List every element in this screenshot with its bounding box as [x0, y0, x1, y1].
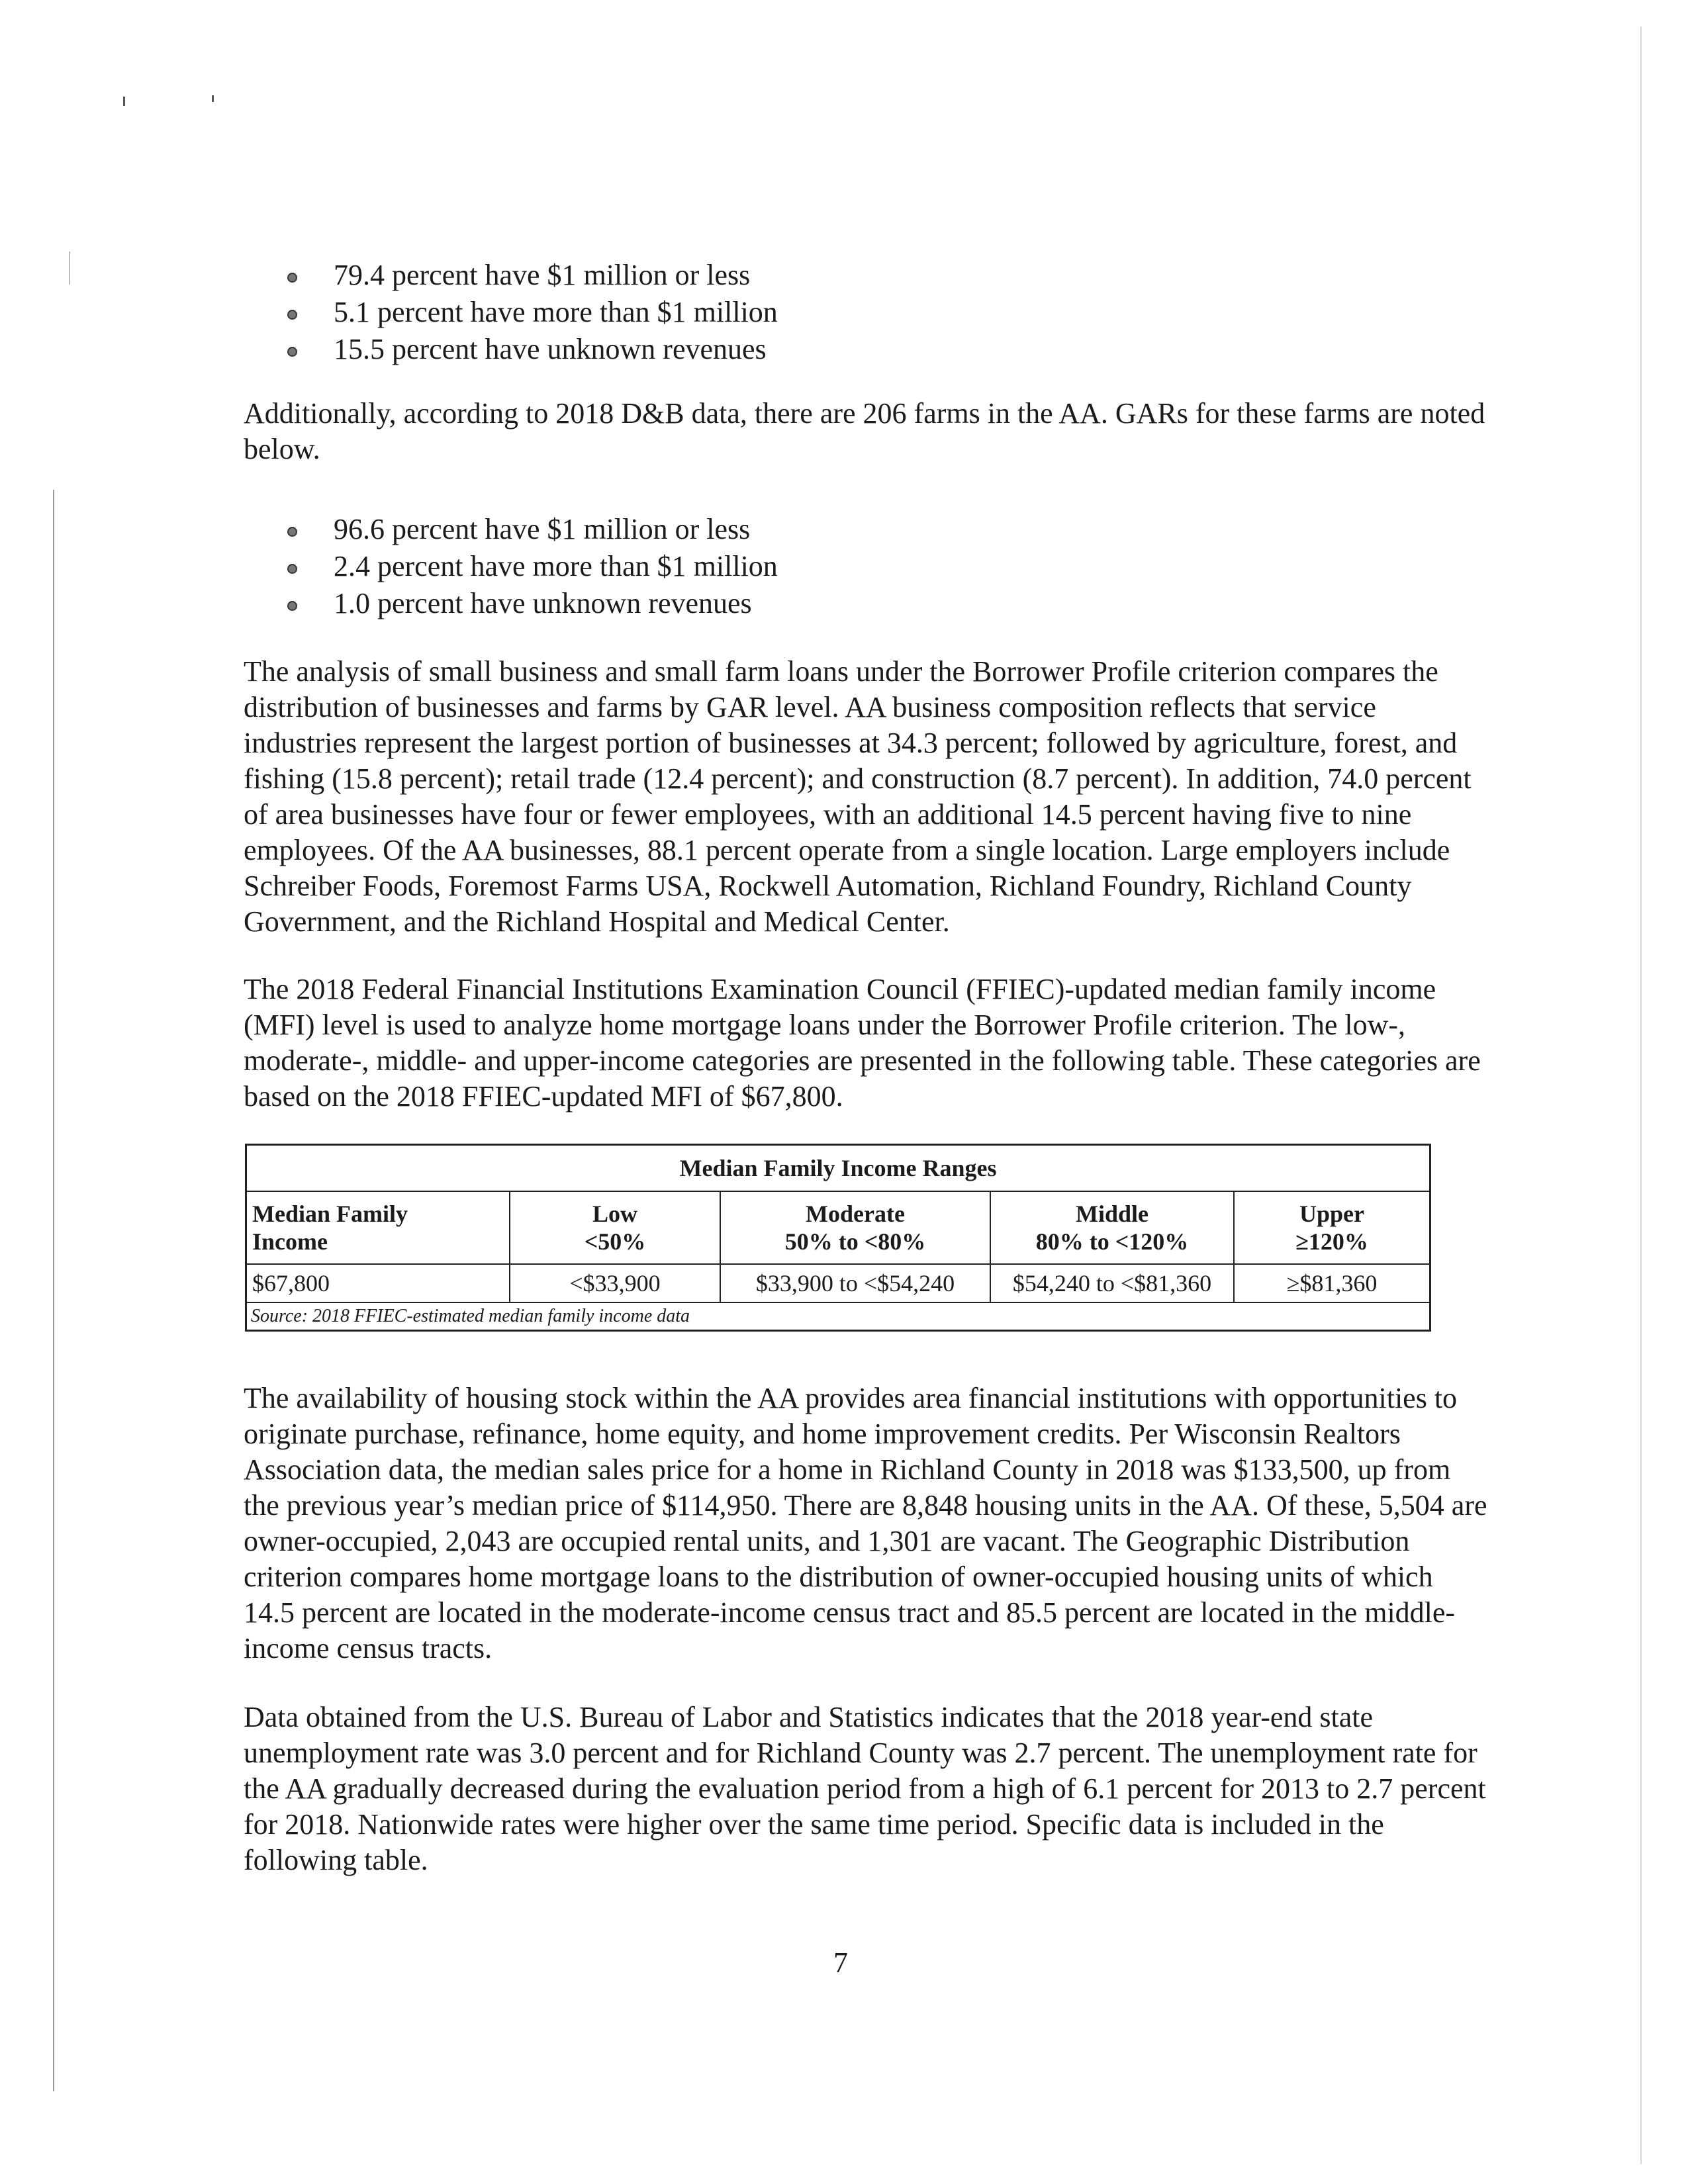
- business-gar-list: [244, 257, 778, 368]
- paragraph-housing: The availability of housing stock within the AA provides area financial institutions with opportunities to originate purchase, refinance, home equity, and home improvement credits. Per Wisconsin Realtors Association data, the median sales price for a home in Richland County in 2018 was $133,500, up from the previous year’s median price of $114,950. There are 8,848 housing units in the AA. Of these, 5,504 are owner-occupied, 2,043 are occupied rental units, and 1,301 are vacant. The Geographic Distribution criterion compares home mortgage loans to the distribution of owner-occupied housing units of which 14.5 percent are located in the moderate-income census tract and 85.5 percent are located in the middle-income census tracts.: [244, 1382, 1487, 1664]
- table-cell-middle: $54,240 to <$81,360: [990, 1264, 1234, 1302]
- paragraph-mfi: The 2018 Federal Financial Institutions Examination Council (FFIEC)-updated median family income (MFI) level is used to analyze home mortgage loans under the Borrower Profile criterion. The low-, moderate-, middle- and upper-income categories are presented in the following table. These categories are based on the 2018 FFIEC-updated MFI of $67,800.: [244, 973, 1481, 1113]
- table-row: [246, 1264, 1430, 1302]
- list-item-text: 79.4 percent have $1 million or less: [334, 259, 751, 291]
- row-header-cell: [246, 1191, 510, 1264]
- scan-mark: [212, 95, 214, 102]
- column-range: 50% to <80%: [784, 1228, 926, 1255]
- list-item-text: 15.5 percent have unknown revenues: [334, 333, 767, 365]
- column-name: Moderate: [806, 1201, 905, 1227]
- list-item-text: 2.4 percent have more than $1 million: [334, 550, 778, 582]
- scan-edge-right: [1640, 26, 1642, 2164]
- farm-gar-list: [244, 511, 778, 622]
- row-header-line2: Income: [252, 1228, 328, 1255]
- list-item: [244, 511, 778, 548]
- paragraph-unemployment: Data obtained from the U.S. Bureau of Labor and Statistics indicates that the 2018 year-end state unemployment rate was 3.0 percent and for Richland County was 2.7 percent. The unemployment rate for the AA gradually decreased during the evaluation period from a high of 6.1 percent for 2013 to 2.7 percent for 2018. Nationwide rates were higher over the same time period. Specific data is included in the following table.: [244, 1701, 1486, 1876]
- row-value-cell: $67,800: [246, 1264, 510, 1302]
- table-header-row: [246, 1191, 1430, 1264]
- table-title-row: [246, 1145, 1430, 1192]
- column-header-upper: [1234, 1191, 1430, 1264]
- column-header-moderate: [720, 1191, 990, 1264]
- table-cell-upper: ≥$81,360: [1234, 1264, 1430, 1302]
- table-source-note: Source: 2018 FFIEC-estimated median family income data: [246, 1302, 1430, 1331]
- page-number: 7: [833, 1946, 848, 1979]
- list-item: [244, 331, 778, 368]
- bullet-icon: [287, 347, 297, 357]
- list-item: [244, 548, 778, 585]
- column-header-low: [510, 1191, 720, 1264]
- column-header-middle: [990, 1191, 1234, 1264]
- scan-mark: [69, 251, 70, 285]
- paragraph-farms: Additionally, according to 2018 D&B data, there are 206 farms in the AA. GARs for these farms are noted below.: [244, 397, 1485, 465]
- list-item: [244, 585, 778, 622]
- bullet-icon: [287, 310, 297, 320]
- bullet-icon: [287, 527, 297, 537]
- list-item-text: 5.1 percent have more than $1 million: [334, 296, 778, 328]
- mfi-ranges-table: [245, 1144, 1431, 1332]
- column-name: Upper: [1299, 1201, 1364, 1227]
- list-item: [244, 257, 778, 294]
- table-cell-moderate: $33,900 to <$54,240: [720, 1264, 990, 1302]
- column-range: ≥120%: [1295, 1228, 1368, 1255]
- row-header-line1: Median Family: [252, 1201, 408, 1227]
- paragraph-borrower-profile: The analysis of small business and small farm loans under the Borrower Profile criterion compares the distribution of businesses and farms by GAR level. AA business composition reflects that service industries represent the largest portion of businesses at 34.3 percent; followed by agriculture, forest, and fishing (15.8 percent); retail trade (12.4 percent); and construction (8.7 percent). In addition, 74.0 percent of area businesses have four or fewer employees, with an additional 14.5 percent having five to nine employees. Of the AA businesses, 88.1 percent operate from a single location. Large employers include Schreiber Foods, Foremost Farms USA, Rockwell Automation, Richland Foundry, Richland County Government, and the Richland Hospital and Medical Center.: [244, 655, 1472, 938]
- table-title: Median Family Income Ranges: [246, 1145, 1430, 1192]
- bullet-icon: [287, 273, 297, 283]
- column-name: Middle: [1075, 1201, 1149, 1227]
- bullet-icon: [287, 601, 297, 611]
- column-range: <50%: [584, 1228, 646, 1255]
- column-name: Low: [592, 1201, 637, 1227]
- column-range: 80% to <120%: [1035, 1228, 1189, 1255]
- table-cell-low: <$33,900: [510, 1264, 720, 1302]
- list-item-text: 96.6 percent have $1 million or less: [334, 513, 751, 545]
- table-source-row: [246, 1302, 1430, 1331]
- scan-edge-left: [53, 490, 54, 2091]
- bullet-icon: [287, 564, 297, 574]
- scan-mark: [123, 97, 125, 106]
- list-item-text: 1.0 percent have unknown revenues: [334, 587, 752, 619]
- list-item: [244, 294, 778, 331]
